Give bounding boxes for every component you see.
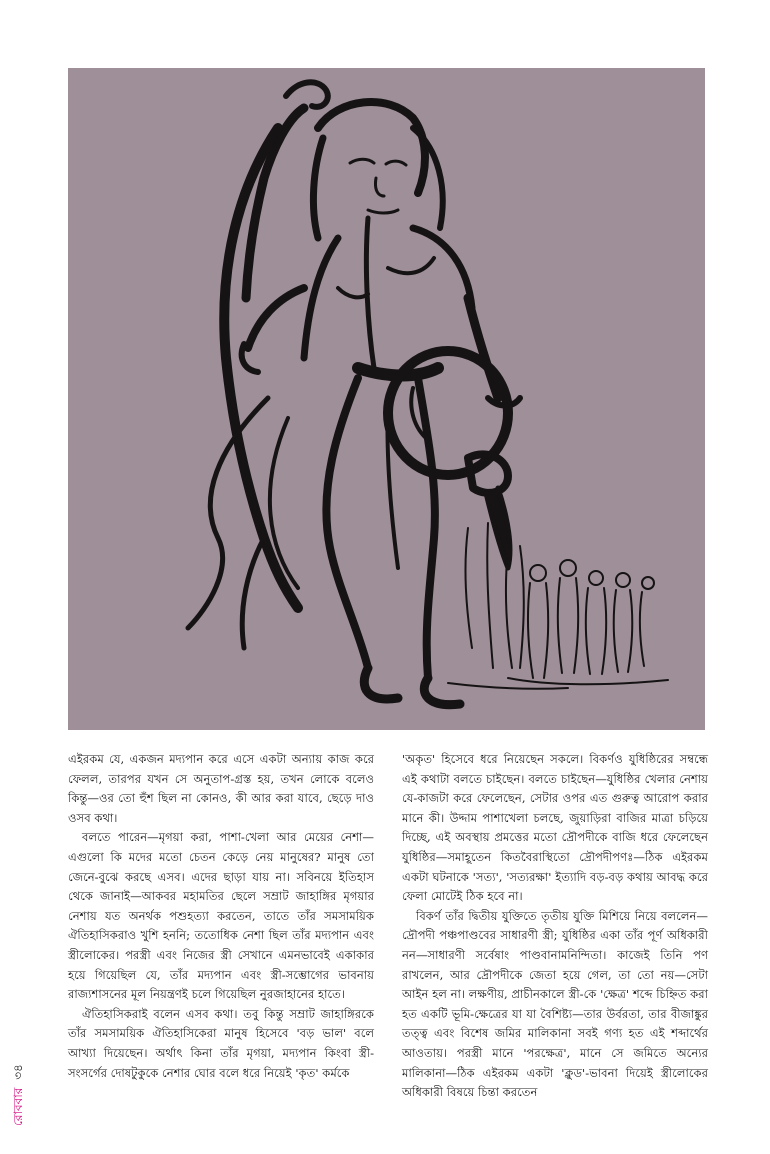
paragraph: 'অকৃত' হিসেবে ধরে নিয়েছেন সকলে। বিকর্ণও যুধিষ্ঠিরের সম্বন্ধে এই কথাটা বলতে চাইছেন। বলতে চাইছেন—যুধিষ্ঠির খেলার নেশায় যে-কাজটা করে ফেলেছেন, সেটার ওপর এত গুরুত্ব আরোপ করার মানে কী। উদ্দাম পাশাখেলা চলছে, জুয়াড়িরা বাজির মাত্রা চড়িয়ে দিচ্ছে, এই অবস্থায় প্রমত্তের মতো দ্রৌপদীকে বাজি ধরে ফেলেছেন যুধিষ্ঠির—সমাহূতেন কিতবৈরাস্থিতো দ্রৌপদীপণঃ—ঠিক এইরকম একটা ঘটনাকে 'সত্য', 'সত্যরক্ষা' ইত্যাদি বড়-বড় কথায় আবদ্ধ করে ফেলা মোটেই ঠিক হবে না। xyxy=(402,752,708,904)
warrior-drawing-icon xyxy=(68,68,705,730)
column-left xyxy=(68,750,374,1120)
paragraph: বিকর্ণ তাঁর দ্বিতীয় যুক্তিতে তৃতীয় যুক্তি মিশিয়ে নিয়ে বললেন—দ্রৌপদী পঞ্চপাণ্ডবের সাধারণী স্ত্রী; যুধিষ্ঠির একা তাঁর পূর্ণ অধিকারী নন—সাধারণী সর্বেষাং পাণ্ডবানামনিন্দিতা। কাজেই তিনি পণ রাখলেন, আর দ্রৌপদীকে জেতা হয়ে গেল, তা তো নয়—সেটা আইন হল না। লক্ষণীয়, প্রাচীনকালে স্ত্রী-কে 'ক্ষেত্র' শব্দে চিহ্নিত করা হত একটি ভূমি-ক্ষেত্রের যা যা বৈশিষ্ট্য—তার উর্বরতা, তার বীজাঙ্কুর তত্ত্ব এবং বিশেষ জমির মালিকানা সবই গণ্য হত এই শব্দার্থের আওতায়। পরস্ত্রী মানে 'পরক্ষেত্র', মানে সে জমিতে অন্যের মালিকানা—ঠিক এইরকম একটা 'ক্লুড'-ভাবনা দিয়েই স্ত্রীলোকের অধিকারী বিষয়ে চিন্তা করতেন xyxy=(402,908,708,1100)
page-number: ৩৪ xyxy=(11,1064,25,1080)
page-folio xyxy=(8,1016,28,1126)
magazine-name: রোববার xyxy=(11,1087,25,1126)
article-body xyxy=(68,750,708,1120)
paragraph: ঐতিহাসিকরাই বলেন এসব কথা। তবু কিন্তু সম্রাট জাহাঙ্গিরকে তাঁর সমসাময়িক ঐতিহাসিকেরা মানুষ হিসেবে 'বড় ভাল' বলে আখ্যা দিয়েছেন। অর্থাৎ কিনা তাঁর মৃগয়া, মদ্যপান কিংবা স্ত্রী-সংসর্গের দোষটুকুকে নেশার ঘোর বলে ধরে নিয়েই 'কৃত' কর্মকে xyxy=(68,1006,374,1080)
column-right xyxy=(402,750,708,1120)
paragraph: এইরকম যে, একজন মদ্যপান করে এসে একটা অন্যায় কাজ করে ফেলল, তারপর যখন সে অনুতাপ-গ্রস্ত হয়, তখন লোকে বলেও কিন্তু—ওর তো হুঁশ ছিল না কোনও, কী আর করা যাবে, ছেড়ে দাও ওসব কথা। xyxy=(68,752,374,825)
paragraph: বলতে পারেন—মৃগয়া করা, পাশা-খেলা আর মেয়ের নেশা—এগুলো কি মদের মতো চেতন কেড়ে নেয় মানুষের? মানুষ তো জেনে-বুঝে করছে এসব। এদের ছাড়া যায় না। সবিনয়ে ইতিহাস থেকে জানাই—আকবর মহামতির ছেলে সম্রাট জাহাঙ্গির মৃগয়ার নেশায় যত অনর্থক পশুহত্যা করতেন, তাতে তাঁর সমসাময়িক ঐতিহাসিকরাও খুশি হননি; ততোধিক নেশা ছিল তাঁর মদ্যপান এবং স্ত্রীলোকের। পরস্ত্রী এবং নিজের স্ত্রী সেখানে এমনভাবেই একাকার হয়ে গিয়েছিল যে, তাঁর মদ্যপান এবং স্ত্রী-সম্ভোগের ভাবনায় রাজ্যশাসনের মূল নিয়ন্ত্রণই চলে গিয়েছিল নুরজাহানের হাতে। xyxy=(68,830,374,1002)
illustration-panel xyxy=(68,68,705,730)
